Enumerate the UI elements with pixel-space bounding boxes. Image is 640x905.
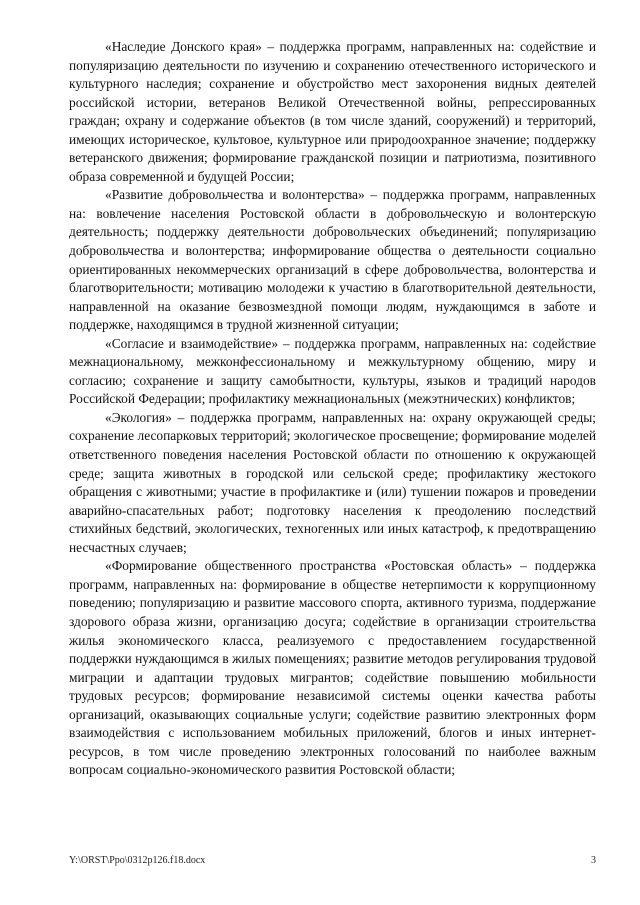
paragraph-donskoy-heritage: «Наследие Донского края» – поддержка программ, направленных на: содействие и популяризацию деятельности по изучению и сохранению отечественного исторического и культурного наследия; сохранение и обустройство мест захоронения видных деятелей российской истории, ветеранов Великой Отечественной войны, репрессированных граждан; охрану и содержание объектов (в том числе зданий, сооружений) и территорий, имеющих историческое, культовое, культурное или природоохранное значение; поддержку ветеранского движения; формирование гражданской позиции и патриотизма, позитивного образа современной и будущей России; <box>69 39 596 184</box>
footer-file-path: Y:\ORST\Ppo\0312p126.f18.docx <box>69 855 206 866</box>
document-page <box>69 38 596 780</box>
paragraph-volunteering: «Развитие добровольчества и волонтерства» – поддержка программ, направленных на: вовлечение населения Ростовской области в добровольческую и волонтерскую деятельность; поддержку деятельности добровольческих объединений; популяризацию добровольчества и волонтерства; информирование общества о деятельности социально ориентированных некоммерческих организаций в сфере добровольчества, волонтерства и благотворительности; мотивацию молодежи к участию в благотворительной деятельности, направленной на оказание безвозмездной помощи людям, нуждающимся в заботе и поддержке, находящимся в трудной жизненной ситуации; <box>69 187 596 333</box>
paragraph-public-space: «Формирование общественного пространства «Ростовская область» – поддержка программ, направленных на: формирование в обществе нетерпимости к коррупционному поведению; популяризацию и развитие массового спорта, активного туризма, поддержание здорового образа жизни, организацию досуга; содействие в организации строительства жилья экономического класса, реализуемого с предоставлением государственной поддержки нуждающимся в жилых помещениях; развитие методов регулирования трудовой миграции и адаптации трудовых мигрантов; содействие повышению мобильности трудовых ресурсов; формирование независимой системы оценки качества работы организаций, оказывающих социальные услуги; содействие развитию электронных форм взаимодействия с использованием мобильных приложений, блогов и иных интернет-ресурсов, в том числе проведению электронных голосований по наиболее важным вопросам социально-экономического развития Ростовской области; <box>69 558 596 778</box>
paragraph-harmony-interaction: «Согласие и взаимодействие» – поддержка программ, направленных на: содействие межнациональному, межконфессиональному и межкультурному общению, миру и согласию; сохранение и защиту самобытности, культуры, языков и традиций народов Российской Федерации; профилактику межнациональных (межэтнических) конфликтов; <box>69 335 596 407</box>
paragraph-ecology: «Экология» – поддержка программ, направленных на: охрану окружающей среды; сохранение лесопарковых территорий; экологическое просвещение; формирование моделей ответственного поведения населения Ростовской области по отношению к окружающей среде; защита животных в городской или сельской среде; профилактику жестокого обращения с животными; участие в профилактике и (или) тушении пожаров и проведении аварийно-спасательных работ; подготовку населения к преодолению последствий стихийных бедствий, экологических, техногенных или иных катастроф, к предотвращению несчастных случаев; <box>69 409 596 555</box>
footer-page-number: 3 <box>591 855 596 866</box>
